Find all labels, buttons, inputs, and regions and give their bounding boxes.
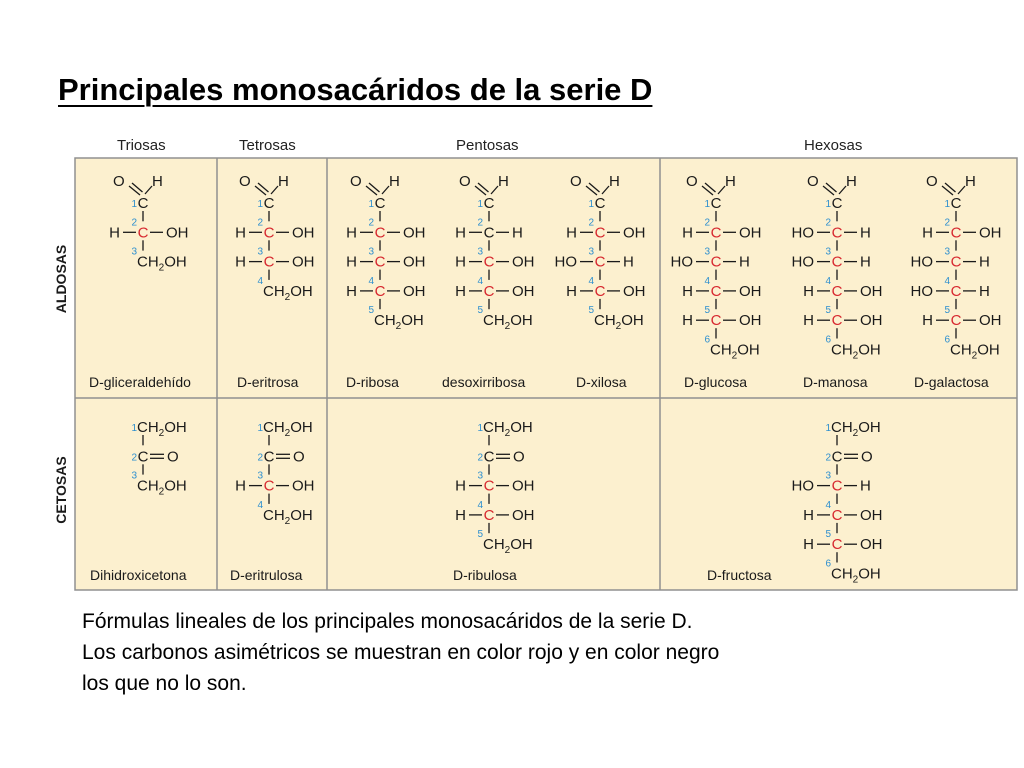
substituent-label: H: [566, 282, 577, 300]
substituent-label: OH: [860, 536, 883, 554]
asymmetric-carbon-label: C: [483, 506, 495, 524]
carbon-number: 1: [257, 199, 263, 210]
ch2oh-group: $CH_2OH$: [710, 341, 760, 362]
asymmetric-carbon-label: C: [374, 224, 386, 242]
asymmetric-carbon-label: C: [831, 477, 843, 495]
ch2oh-group: $CH_2OH$: [483, 312, 533, 333]
hydrogen-label: H: [609, 173, 620, 190]
substituent-label: H: [860, 224, 871, 242]
carbon-number: 3: [368, 246, 374, 258]
hydrogen-label: H: [278, 173, 289, 190]
carbon-number: 4: [825, 275, 831, 287]
substituent-label: OH: [166, 224, 189, 242]
substituent-label: H: [235, 224, 246, 242]
substituent-label: HO: [791, 477, 814, 495]
substituent-label: HO: [791, 224, 814, 242]
carbon-number: 1: [825, 199, 831, 210]
carbon-number: 3: [704, 246, 710, 258]
carbon-label: C: [137, 195, 149, 212]
row-label-cetosas: CETOSAS: [53, 456, 69, 524]
carbon-label: C: [710, 195, 722, 212]
row-label-aldosas: ALDOSAS: [53, 244, 69, 314]
substituent-label: H: [803, 536, 814, 554]
carbon-number: 4: [825, 499, 831, 511]
label-dihidroxicetona: Dihidroxicetona: [90, 567, 187, 583]
asymmetric-carbon-label: C: [710, 224, 722, 242]
substituent-label: H: [455, 477, 466, 495]
caption-line: Los carbonos asimétricos se muestran en color rojo y en color negro: [82, 641, 720, 664]
carbon-number: 2: [825, 217, 831, 229]
carbon-number: 6: [944, 334, 950, 346]
carbon-number: 3: [477, 246, 483, 258]
oxygen-label: O: [239, 173, 251, 190]
ch2oh-group: $CH_2OH$: [263, 282, 313, 303]
substituent-label: OH: [739, 312, 762, 330]
substituent-label: OH: [860, 312, 883, 330]
carbon-number: 6: [825, 558, 831, 570]
carbon-number: 3: [477, 470, 483, 482]
substituent-label: H: [235, 253, 246, 271]
carbon-number: 5: [825, 305, 831, 317]
carbon-label: C: [137, 448, 149, 466]
substituent-label: HO: [670, 253, 693, 271]
label-galactosa: D-galactosa: [914, 374, 989, 390]
carbon-number: 1: [131, 423, 137, 434]
substituent-label: H: [346, 253, 357, 271]
ch2oh-group: $CH_2OH$: [831, 419, 881, 439]
substituent-label: OH: [512, 506, 535, 524]
asymmetric-carbon-label: C: [374, 253, 386, 271]
hydrogen-label: H: [965, 173, 976, 190]
asymmetric-carbon-label: C: [950, 224, 962, 242]
carbon-number: 1: [368, 199, 374, 210]
label-desoxirribosa: desoxirribosa: [442, 374, 526, 390]
carbon-number: 1: [588, 199, 594, 210]
asymmetric-carbon-label: C: [594, 282, 606, 300]
asymmetric-carbon-label: C: [831, 312, 843, 330]
carbon-number: 5: [825, 529, 831, 541]
carbon-number: 3: [131, 246, 137, 258]
substituent-label: H: [979, 253, 990, 271]
label-manosa: D-manosa: [803, 374, 868, 390]
carbon-label: C: [483, 195, 495, 212]
carbon-label: C: [263, 448, 275, 466]
substituent-label: OH: [979, 312, 1002, 330]
oxygen-label: O: [113, 173, 125, 190]
carbon-number: 2: [477, 217, 483, 229]
substituent-label: OH: [860, 506, 883, 524]
ch2oh-group: $CH_2OH$: [137, 477, 187, 498]
substituent-label: OH: [512, 253, 535, 271]
substituent-label: H: [860, 253, 871, 271]
ch2oh-group: $CH_2OH$: [831, 565, 881, 586]
asymmetric-carbon-label: C: [710, 312, 722, 330]
carbon-number: 5: [704, 305, 710, 317]
carbon-number: 3: [257, 246, 263, 258]
carbon-number: 5: [368, 305, 374, 317]
column-header-triosas: Triosas: [117, 137, 166, 154]
ch2oh-group: $CH_2OH$: [137, 253, 187, 274]
substituent-label: H: [455, 282, 466, 300]
substituent-label: OH: [292, 253, 315, 271]
substituent-label: HO: [910, 253, 933, 271]
substituent-label: H: [922, 312, 933, 330]
ch2oh-group: $CH_2OH$: [263, 419, 313, 439]
hydrogen-label: H: [846, 173, 857, 190]
asymmetric-carbon-label: C: [483, 477, 495, 495]
ch2oh-group: $CH_2OH$: [137, 419, 187, 439]
caption-line: Fórmulas lineales de los principales monosacáridos de la serie D.: [82, 610, 693, 633]
substituent-label: H: [739, 253, 750, 271]
column-header-pentosas: Pentosas: [456, 137, 519, 154]
substituent-label: H: [682, 282, 693, 300]
substituent-label: H: [922, 224, 933, 242]
carbon-number: 5: [588, 305, 594, 317]
oxygen-label: O: [167, 448, 179, 466]
carbon-number: 6: [704, 334, 710, 346]
asymmetric-carbon-label: C: [950, 253, 962, 271]
substituent-label: OH: [292, 477, 315, 495]
substituent-label: H: [682, 224, 693, 242]
oxygen-label: O: [861, 448, 873, 466]
carbon-number: 2: [257, 452, 263, 464]
page-title: Principales monosacáridos de la serie D: [58, 72, 653, 107]
carbon-number: 1: [477, 423, 483, 434]
asymmetric-carbon-label: C: [831, 536, 843, 554]
asymmetric-carbon-label: C: [594, 253, 606, 271]
carbon-number: 2: [368, 217, 374, 229]
substituent-label: H: [455, 224, 466, 242]
ch2oh-group: $CH_2OH$: [483, 419, 533, 439]
carbon-number: 3: [257, 470, 263, 482]
label-fructosa: D-fructosa: [707, 567, 772, 583]
carbon-label: C: [831, 448, 843, 466]
ch2oh-group: $CH_2OH$: [594, 312, 644, 333]
asymmetric-carbon-label: C: [483, 282, 495, 300]
asymmetric-carbon-label: C: [263, 253, 275, 271]
label-glucosa: D-glucosa: [684, 374, 748, 390]
carbon-number: 4: [257, 275, 263, 287]
asymmetric-carbon-label: C: [483, 253, 495, 271]
substituent-label: OH: [403, 253, 426, 271]
oxygen-label: O: [570, 173, 582, 190]
carbon-number: 2: [477, 452, 483, 464]
substituent-label: OH: [292, 224, 315, 242]
substituent-label: H: [803, 282, 814, 300]
oxygen-label: O: [807, 173, 819, 190]
carbon-number: 4: [257, 499, 263, 511]
substituent-label: OH: [512, 282, 535, 300]
substituent-label: H: [455, 506, 466, 524]
ch2oh-group: $CH_2OH$: [374, 312, 424, 333]
carbon-number: 3: [131, 470, 137, 482]
label-xilosa: D-xilosa: [576, 374, 627, 390]
substituent-label: H: [860, 477, 871, 495]
substituent-label: H: [109, 224, 120, 242]
hydrogen-label: H: [389, 173, 400, 190]
carbon-number: 2: [944, 217, 950, 229]
oxygen-label: O: [686, 173, 698, 190]
hydrogen-label: H: [725, 173, 736, 190]
asymmetric-carbon-label: C: [831, 282, 843, 300]
asymmetric-carbon-label: C: [831, 506, 843, 524]
carbon-number: 2: [131, 217, 137, 229]
hydrogen-label: H: [152, 173, 163, 190]
carbon-number: 1: [477, 199, 483, 210]
substituent-label: H: [803, 506, 814, 524]
substituent-label: H: [455, 253, 466, 271]
substituent-label: OH: [403, 224, 426, 242]
carbon-number: 1: [704, 199, 710, 210]
asymmetric-carbon-label: C: [831, 253, 843, 271]
asymmetric-carbon-label: C: [263, 477, 275, 495]
asymmetric-carbon-label: C: [950, 282, 962, 300]
substituent-label: OH: [403, 282, 426, 300]
substituent-label: OH: [739, 282, 762, 300]
oxygen-label: O: [293, 448, 305, 466]
carbon-label: C: [483, 224, 495, 242]
carbon-number: 1: [131, 199, 137, 210]
carbon-number: 4: [368, 275, 374, 287]
substituent-label: H: [346, 224, 357, 242]
carbon-number: 2: [825, 452, 831, 464]
label-ribosa: D-ribosa: [346, 374, 399, 390]
substituent-label: OH: [623, 282, 646, 300]
asymmetric-carbon-label: C: [831, 224, 843, 242]
oxygen-label: O: [513, 448, 525, 466]
substituent-label: HO: [910, 282, 933, 300]
substituent-label: H: [803, 312, 814, 330]
substituent-label: OH: [979, 224, 1002, 242]
asymmetric-carbon-label: C: [137, 224, 149, 242]
asymmetric-carbon-label: C: [263, 224, 275, 242]
asymmetric-carbon-label: C: [374, 282, 386, 300]
substituent-label: OH: [739, 224, 762, 242]
label-gliceraldehido: D-gliceraldehído: [89, 374, 191, 390]
column-header-tetrosas: Tetrosas: [239, 137, 296, 154]
carbon-number: 4: [588, 275, 594, 287]
column-header-hexosas: Hexosas: [804, 137, 863, 154]
carbon-label: C: [483, 448, 495, 466]
substituent-label: H: [346, 282, 357, 300]
substituent-label: H: [566, 224, 577, 242]
carbon-number: 5: [944, 305, 950, 317]
carbon-label: C: [594, 195, 606, 212]
caption: [82, 606, 912, 699]
carbon-label: C: [374, 195, 386, 212]
oxygen-label: O: [926, 173, 938, 190]
carbon-number: 5: [477, 529, 483, 541]
carbon-number: 4: [477, 275, 483, 287]
carbon-number: 4: [704, 275, 710, 287]
carbon-number: 2: [704, 217, 710, 229]
carbon-label: C: [950, 195, 962, 212]
carbon-number: 2: [588, 217, 594, 229]
ch2oh-group: $CH_2OH$: [950, 341, 1000, 362]
asymmetric-carbon-label: C: [950, 312, 962, 330]
carbon-number: 1: [257, 423, 263, 434]
carbon-number: 6: [825, 334, 831, 346]
substituent-label: H: [235, 477, 246, 495]
substituent-label: H: [682, 312, 693, 330]
carbon-number: 4: [944, 275, 950, 287]
ch2oh-group: $CH_2OH$: [483, 536, 533, 557]
asymmetric-carbon-label: C: [710, 282, 722, 300]
oxygen-label: O: [459, 173, 471, 190]
substituent-label: H: [623, 253, 634, 271]
carbon-label: C: [831, 195, 843, 212]
carbon-label: C: [263, 195, 275, 212]
carbon-number: 2: [131, 452, 137, 464]
substituent-label: HO: [791, 253, 814, 271]
carbon-number: 3: [825, 470, 831, 482]
carbon-number: 3: [588, 246, 594, 258]
caption-line: los que no lo son.: [82, 672, 247, 695]
substituent-label: OH: [512, 477, 535, 495]
carbon-number: 4: [477, 499, 483, 511]
carbon-number: 1: [825, 423, 831, 434]
carbon-number: 2: [257, 217, 263, 229]
substituent-label: OH: [860, 282, 883, 300]
oxygen-label: O: [350, 173, 362, 190]
substituent-label: OH: [623, 224, 646, 242]
label-eritrulosa: D-eritrulosa: [230, 567, 303, 583]
carbon-number: 3: [825, 246, 831, 258]
ch2oh-group: $CH_2OH$: [263, 506, 313, 527]
carbon-number: 5: [477, 305, 483, 317]
substituent-label: HO: [554, 253, 577, 271]
substituent-label: H: [512, 224, 523, 242]
asymmetric-carbon-label: C: [710, 253, 722, 271]
ch2oh-group: $CH_2OH$: [831, 341, 881, 362]
substituent-label: H: [979, 282, 990, 300]
hydrogen-label: H: [498, 173, 509, 190]
carbon-number: 3: [944, 246, 950, 258]
carbon-number: 1: [944, 199, 950, 210]
asymmetric-carbon-label: C: [594, 224, 606, 242]
label-eritrosa: D-eritrosa: [237, 374, 299, 390]
label-ribulosa: D-ribulosa: [453, 567, 517, 583]
